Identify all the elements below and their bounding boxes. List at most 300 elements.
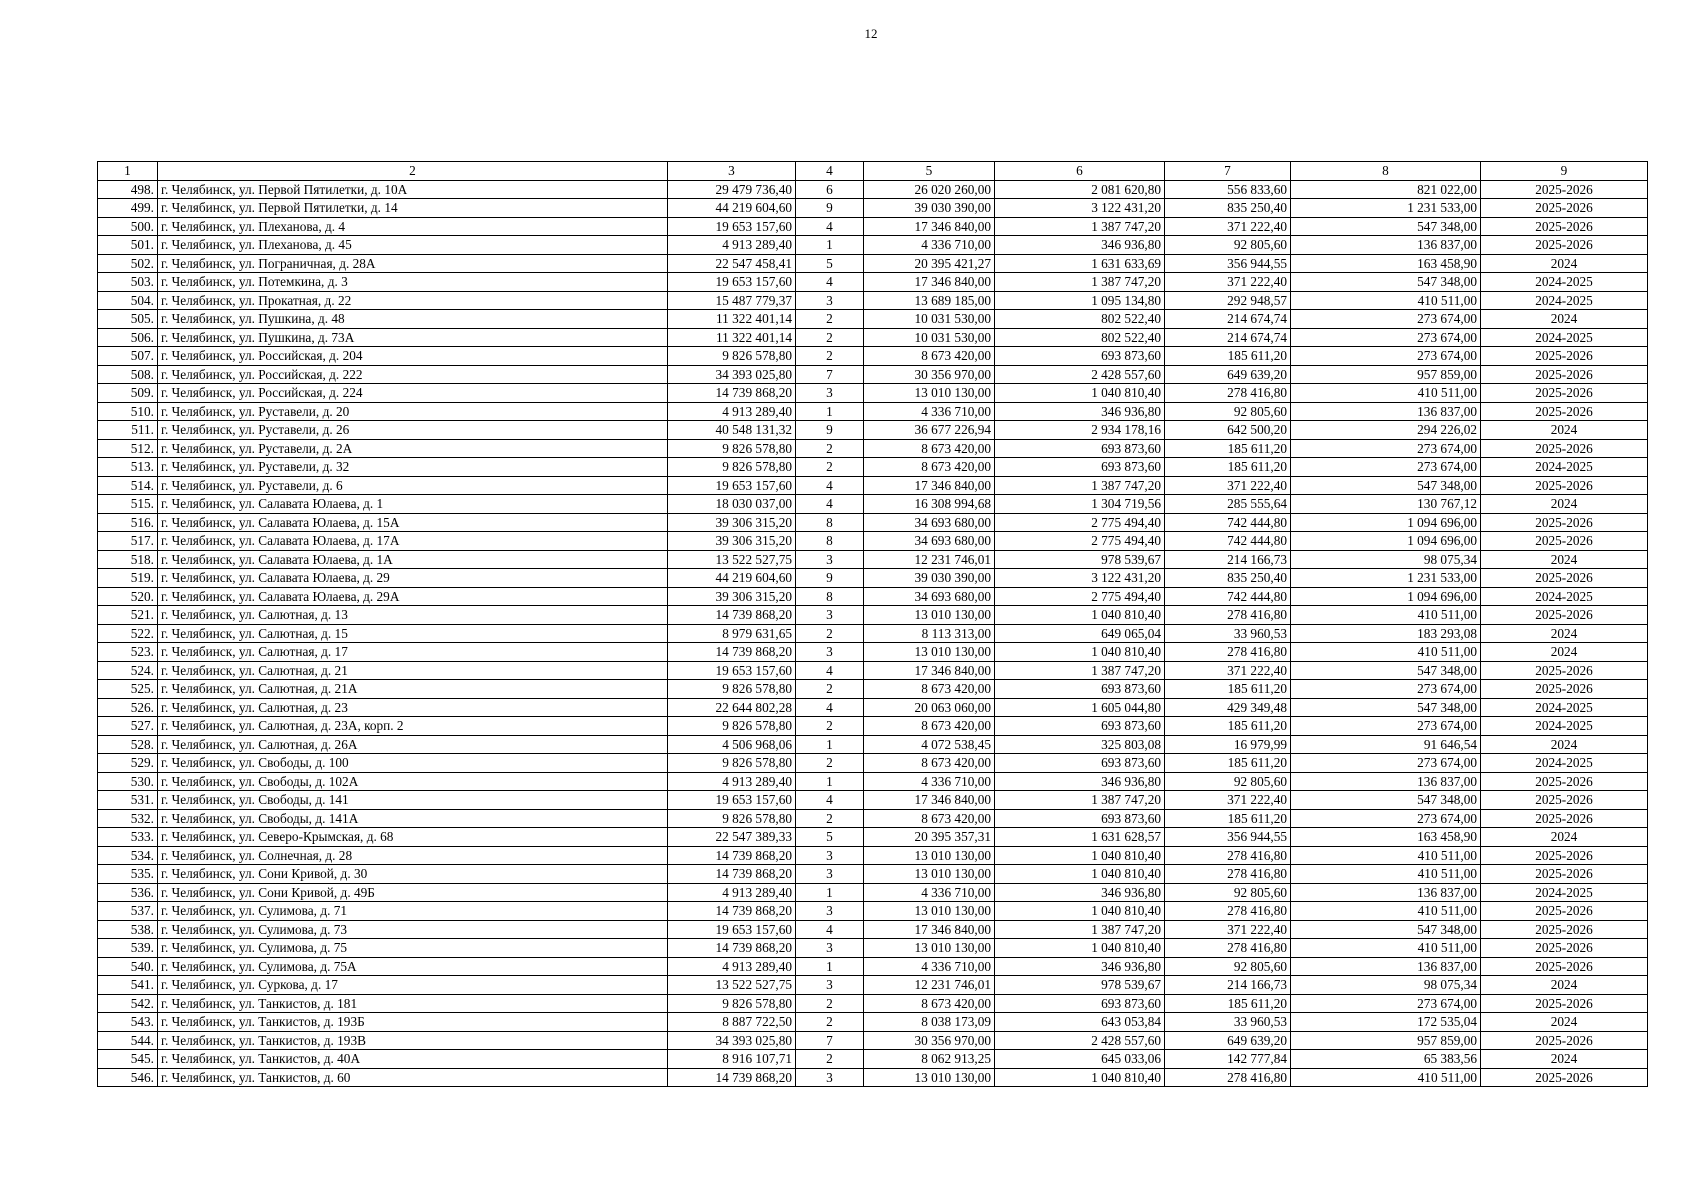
period-cell: 2024-2025	[1481, 883, 1648, 902]
cost-share-a-cell: 17 346 840,00	[864, 920, 995, 939]
cost-share-b-cell: 3 122 431,20	[995, 199, 1165, 218]
cost-share-d-cell: 273 674,00	[1291, 680, 1481, 699]
total-cost-cell: 44 219 604,60	[668, 199, 796, 218]
address-cell: г. Челябинск, ул. Российская, д. 222	[158, 365, 668, 384]
count-cell: 4	[796, 698, 864, 717]
address-cell: г. Челябинск, ул. Первой Пятилетки, д. 14	[158, 199, 668, 218]
cost-share-a-cell: 12 231 746,01	[864, 550, 995, 569]
cost-share-c-cell: 649 639,20	[1165, 1031, 1291, 1050]
cost-share-a-cell: 8 673 420,00	[864, 809, 995, 828]
row-number-cell: 525.	[98, 680, 158, 699]
address-cell: г. Челябинск, ул. Свободы, д. 141	[158, 791, 668, 810]
cost-share-b-cell: 802 522,40	[995, 328, 1165, 347]
cost-share-b-cell: 693 873,60	[995, 754, 1165, 773]
cost-share-c-cell: 214 166,73	[1165, 550, 1291, 569]
table-row	[98, 1013, 1648, 1032]
total-cost-cell: 14 739 868,20	[668, 384, 796, 403]
cost-share-d-cell: 821 022,00	[1291, 180, 1481, 199]
cost-share-a-cell: 4 336 710,00	[864, 957, 995, 976]
cost-share-c-cell: 92 805,60	[1165, 772, 1291, 791]
row-number-cell: 502.	[98, 254, 158, 273]
cost-share-a-cell: 4 336 710,00	[864, 236, 995, 255]
cost-share-c-cell: 92 805,60	[1165, 883, 1291, 902]
cost-share-c-cell: 556 833,60	[1165, 180, 1291, 199]
count-cell: 1	[796, 735, 864, 754]
total-cost-cell: 14 739 868,20	[668, 846, 796, 865]
row-number-cell: 521.	[98, 606, 158, 625]
count-cell: 4	[796, 273, 864, 292]
address-cell: г. Челябинск, ул. Салютная, д. 21	[158, 661, 668, 680]
cost-share-b-cell: 643 053,84	[995, 1013, 1165, 1032]
cost-share-a-cell: 13 010 130,00	[864, 902, 995, 921]
cost-share-a-cell: 17 346 840,00	[864, 273, 995, 292]
cost-share-b-cell: 2 934 178,16	[995, 421, 1165, 440]
cost-share-c-cell: 371 222,40	[1165, 791, 1291, 810]
row-number-cell: 540.	[98, 957, 158, 976]
cost-share-a-cell: 8 113 313,00	[864, 624, 995, 643]
row-number-cell: 530.	[98, 772, 158, 791]
total-cost-cell: 9 826 578,80	[668, 994, 796, 1013]
total-cost-cell: 19 653 157,60	[668, 273, 796, 292]
address-cell: г. Челябинск, ул. Сулимова, д. 73	[158, 920, 668, 939]
cost-share-d-cell: 130 767,12	[1291, 495, 1481, 514]
cost-share-c-cell: 356 944,55	[1165, 254, 1291, 273]
cost-share-d-cell: 136 837,00	[1291, 772, 1481, 791]
cost-share-d-cell: 410 511,00	[1291, 606, 1481, 625]
period-cell: 2024	[1481, 495, 1648, 514]
address-cell: г. Челябинск, ул. Плеханова, д. 4	[158, 217, 668, 236]
cost-share-b-cell: 2 775 494,40	[995, 532, 1165, 551]
count-cell: 4	[796, 476, 864, 495]
cost-share-a-cell: 39 030 390,00	[864, 199, 995, 218]
total-cost-cell: 9 826 578,80	[668, 347, 796, 366]
address-cell: г. Челябинск, ул. Танкистов, д. 193Б	[158, 1013, 668, 1032]
column-header: 2	[158, 162, 668, 181]
address-cell: г. Челябинск, ул. Сони Кривой, д. 49Б	[158, 883, 668, 902]
row-number-cell: 514.	[98, 476, 158, 495]
row-number-cell: 508.	[98, 365, 158, 384]
total-cost-cell: 22 547 458,41	[668, 254, 796, 273]
total-cost-cell: 19 653 157,60	[668, 217, 796, 236]
cost-share-c-cell: 33 960,53	[1165, 1013, 1291, 1032]
row-number-cell: 506.	[98, 328, 158, 347]
table-row	[98, 569, 1648, 588]
row-number-cell: 533.	[98, 828, 158, 847]
cost-share-b-cell: 1 040 810,40	[995, 846, 1165, 865]
period-cell: 2024-2025	[1481, 328, 1648, 347]
period-cell: 2024-2025	[1481, 458, 1648, 477]
table-row	[98, 439, 1648, 458]
total-cost-cell: 9 826 578,80	[668, 680, 796, 699]
total-cost-cell: 13 522 527,75	[668, 976, 796, 995]
row-number-cell: 520.	[98, 587, 158, 606]
cost-share-d-cell: 273 674,00	[1291, 754, 1481, 773]
cost-share-a-cell: 30 356 970,00	[864, 1031, 995, 1050]
cost-share-c-cell: 742 444,80	[1165, 532, 1291, 551]
row-number-cell: 523.	[98, 643, 158, 662]
total-cost-cell: 9 826 578,80	[668, 717, 796, 736]
count-cell: 3	[796, 291, 864, 310]
row-number-cell: 513.	[98, 458, 158, 477]
cost-share-d-cell: 136 837,00	[1291, 957, 1481, 976]
cost-share-c-cell: 278 416,80	[1165, 902, 1291, 921]
address-cell: г. Челябинск, ул. Потемкина, д. 3	[158, 273, 668, 292]
total-cost-cell: 4 913 289,40	[668, 883, 796, 902]
period-cell: 2024	[1481, 624, 1648, 643]
table-row	[98, 828, 1648, 847]
row-number-cell: 528.	[98, 735, 158, 754]
row-number-cell: 517.	[98, 532, 158, 551]
table-row	[98, 717, 1648, 736]
period-cell: 2024	[1481, 254, 1648, 273]
count-cell: 8	[796, 587, 864, 606]
cost-share-c-cell: 185 611,20	[1165, 994, 1291, 1013]
cost-share-a-cell: 4 072 538,45	[864, 735, 995, 754]
cost-share-d-cell: 1 231 533,00	[1291, 569, 1481, 588]
total-cost-cell: 19 653 157,60	[668, 920, 796, 939]
period-cell: 2025-2026	[1481, 180, 1648, 199]
cost-share-b-cell: 2 775 494,40	[995, 587, 1165, 606]
cost-share-a-cell: 20 063 060,00	[864, 698, 995, 717]
table-row	[98, 883, 1648, 902]
total-cost-cell: 8 979 631,65	[668, 624, 796, 643]
cost-share-d-cell: 273 674,00	[1291, 439, 1481, 458]
count-cell: 3	[796, 606, 864, 625]
row-number-cell: 531.	[98, 791, 158, 810]
cost-share-b-cell: 1 040 810,40	[995, 902, 1165, 921]
count-cell: 2	[796, 994, 864, 1013]
table-row	[98, 532, 1648, 551]
table-row	[98, 1068, 1648, 1087]
cost-share-d-cell: 547 348,00	[1291, 217, 1481, 236]
table-row	[98, 680, 1648, 699]
address-cell: г. Челябинск, ул. Северо-Крымская, д. 68	[158, 828, 668, 847]
column-header: 3	[668, 162, 796, 181]
period-cell: 2025-2026	[1481, 513, 1648, 532]
address-cell: г. Челябинск, ул. Салютная, д. 23А, корп. 2	[158, 717, 668, 736]
address-cell: г. Челябинск, ул. Плеханова, д. 45	[158, 236, 668, 255]
cost-share-b-cell: 978 539,67	[995, 550, 1165, 569]
total-cost-cell: 44 219 604,60	[668, 569, 796, 588]
total-cost-cell: 8 916 107,71	[668, 1050, 796, 1069]
address-cell: г. Челябинск, ул. Свободы, д. 102А	[158, 772, 668, 791]
total-cost-cell: 9 826 578,80	[668, 458, 796, 477]
cost-share-c-cell: 185 611,20	[1165, 809, 1291, 828]
cost-share-a-cell: 34 693 680,00	[864, 587, 995, 606]
period-cell: 2025-2026	[1481, 939, 1648, 958]
cost-share-c-cell: 92 805,60	[1165, 402, 1291, 421]
cost-share-d-cell: 547 348,00	[1291, 698, 1481, 717]
cost-share-d-cell: 273 674,00	[1291, 458, 1481, 477]
total-cost-cell: 22 644 802,28	[668, 698, 796, 717]
cost-share-c-cell: 278 416,80	[1165, 643, 1291, 662]
cost-share-d-cell: 410 511,00	[1291, 902, 1481, 921]
table-row	[98, 939, 1648, 958]
column-header: 1	[98, 162, 158, 181]
count-cell: 3	[796, 1068, 864, 1087]
cost-share-c-cell: 214 674,74	[1165, 328, 1291, 347]
cost-share-a-cell: 8 673 420,00	[864, 754, 995, 773]
row-number-cell: 532.	[98, 809, 158, 828]
period-cell: 2024-2025	[1481, 698, 1648, 717]
address-cell: г. Челябинск, ул. Сулимова, д. 71	[158, 902, 668, 921]
cost-share-d-cell: 410 511,00	[1291, 1068, 1481, 1087]
period-cell: 2025-2026	[1481, 402, 1648, 421]
cost-share-d-cell: 410 511,00	[1291, 291, 1481, 310]
cost-share-a-cell: 13 010 130,00	[864, 846, 995, 865]
row-number-cell: 545.	[98, 1050, 158, 1069]
cost-share-c-cell: 742 444,80	[1165, 513, 1291, 532]
cost-share-a-cell: 13 010 130,00	[864, 384, 995, 403]
total-cost-cell: 13 522 527,75	[668, 550, 796, 569]
cost-share-b-cell: 346 936,80	[995, 772, 1165, 791]
column-header: 5	[864, 162, 995, 181]
table-row	[98, 865, 1648, 884]
count-cell: 2	[796, 458, 864, 477]
period-cell: 2024-2025	[1481, 717, 1648, 736]
cost-share-a-cell: 8 673 420,00	[864, 680, 995, 699]
cost-share-c-cell: 278 416,80	[1165, 865, 1291, 884]
cost-share-a-cell: 8 062 913,25	[864, 1050, 995, 1069]
address-cell: г. Челябинск, ул. Салавата Юлаева, д. 15А	[158, 513, 668, 532]
cost-share-d-cell: 273 674,00	[1291, 717, 1481, 736]
total-cost-cell: 19 653 157,60	[668, 661, 796, 680]
row-number-cell: 510.	[98, 402, 158, 421]
cost-share-c-cell: 371 222,40	[1165, 476, 1291, 495]
total-cost-cell: 14 739 868,20	[668, 865, 796, 884]
cost-share-c-cell: 642 500,20	[1165, 421, 1291, 440]
period-cell: 2024	[1481, 310, 1648, 329]
address-cell: г. Челябинск, ул. Салютная, д. 26А	[158, 735, 668, 754]
cost-share-b-cell: 1 040 810,40	[995, 865, 1165, 884]
cost-share-a-cell: 30 356 970,00	[864, 365, 995, 384]
row-number-cell: 509.	[98, 384, 158, 403]
header-row	[98, 162, 1648, 181]
row-number-cell: 507.	[98, 347, 158, 366]
table-row	[98, 735, 1648, 754]
total-cost-cell: 34 393 025,80	[668, 1031, 796, 1050]
count-cell: 1	[796, 236, 864, 255]
address-cell: г. Челябинск, ул. Руставели, д. 20	[158, 402, 668, 421]
cost-share-b-cell: 1 631 633,69	[995, 254, 1165, 273]
count-cell: 2	[796, 717, 864, 736]
cost-share-a-cell: 10 031 530,00	[864, 310, 995, 329]
cost-share-d-cell: 1 094 696,00	[1291, 513, 1481, 532]
address-cell: г. Челябинск, ул. Танкистов, д. 60	[158, 1068, 668, 1087]
table-row	[98, 920, 1648, 939]
table-row	[98, 199, 1648, 218]
row-number-cell: 516.	[98, 513, 158, 532]
cost-share-d-cell: 273 674,00	[1291, 994, 1481, 1013]
table-row	[98, 402, 1648, 421]
cost-share-b-cell: 693 873,60	[995, 717, 1165, 736]
cost-share-a-cell: 13 010 130,00	[864, 606, 995, 625]
cost-share-a-cell: 20 395 421,27	[864, 254, 995, 273]
cost-share-b-cell: 1 040 810,40	[995, 384, 1165, 403]
period-cell: 2025-2026	[1481, 994, 1648, 1013]
row-number-cell: 515.	[98, 495, 158, 514]
cost-share-c-cell: 371 222,40	[1165, 920, 1291, 939]
period-cell: 2025-2026	[1481, 920, 1648, 939]
table-row	[98, 421, 1648, 440]
cost-share-d-cell: 163 458,90	[1291, 828, 1481, 847]
period-cell: 2025-2026	[1481, 680, 1648, 699]
cost-share-c-cell: 185 611,20	[1165, 680, 1291, 699]
address-cell: г. Челябинск, ул. Сони Кривой, д. 30	[158, 865, 668, 884]
cost-share-c-cell: 185 611,20	[1165, 347, 1291, 366]
period-cell: 2024	[1481, 550, 1648, 569]
period-cell: 2024	[1481, 643, 1648, 662]
cost-share-b-cell: 1 605 044,80	[995, 698, 1165, 717]
cost-share-b-cell: 1 387 747,20	[995, 661, 1165, 680]
count-cell: 2	[796, 809, 864, 828]
period-cell: 2025-2026	[1481, 772, 1648, 791]
cost-share-c-cell: 429 349,48	[1165, 698, 1291, 717]
cost-share-a-cell: 17 346 840,00	[864, 791, 995, 810]
row-number-cell: 529.	[98, 754, 158, 773]
cost-share-b-cell: 2 428 557,60	[995, 365, 1165, 384]
table-row	[98, 976, 1648, 995]
total-cost-cell: 14 739 868,20	[668, 643, 796, 662]
address-cell: г. Челябинск, ул. Пограничная, д. 28А	[158, 254, 668, 273]
cost-share-b-cell: 3 122 431,20	[995, 569, 1165, 588]
cost-share-d-cell: 410 511,00	[1291, 846, 1481, 865]
period-cell: 2024	[1481, 828, 1648, 847]
total-cost-cell: 15 487 779,37	[668, 291, 796, 310]
count-cell: 2	[796, 754, 864, 773]
table-row	[98, 994, 1648, 1013]
cost-share-d-cell: 1 231 533,00	[1291, 199, 1481, 218]
registry-table	[97, 161, 1648, 1087]
address-cell: г. Челябинск, ул. Руставели, д. 6	[158, 476, 668, 495]
period-cell: 2025-2026	[1481, 902, 1648, 921]
cost-share-b-cell: 325 803,08	[995, 735, 1165, 754]
period-cell: 2024	[1481, 1050, 1648, 1069]
total-cost-cell: 39 306 315,20	[668, 513, 796, 532]
cost-share-d-cell: 172 535,04	[1291, 1013, 1481, 1032]
count-cell: 2	[796, 680, 864, 699]
period-cell: 2025-2026	[1481, 791, 1648, 810]
row-number-cell: 537.	[98, 902, 158, 921]
cost-share-a-cell: 17 346 840,00	[864, 217, 995, 236]
total-cost-cell: 9 826 578,80	[668, 754, 796, 773]
period-cell: 2025-2026	[1481, 199, 1648, 218]
cost-share-a-cell: 13 010 130,00	[864, 643, 995, 662]
cost-share-d-cell: 183 293,08	[1291, 624, 1481, 643]
cost-share-b-cell: 1 304 719,56	[995, 495, 1165, 514]
cost-share-b-cell: 693 873,60	[995, 458, 1165, 477]
period-cell: 2024	[1481, 1013, 1648, 1032]
page-number: 12	[864, 26, 878, 41]
address-cell: г. Челябинск, ул. Свободы, д. 100	[158, 754, 668, 773]
table-row	[98, 957, 1648, 976]
address-cell: г. Челябинск, ул. Сулимова, д. 75	[158, 939, 668, 958]
table-row	[98, 513, 1648, 532]
address-cell: г. Челябинск, ул. Руставели, д. 26	[158, 421, 668, 440]
cost-share-d-cell: 1 094 696,00	[1291, 587, 1481, 606]
row-number-cell: 527.	[98, 717, 158, 736]
period-cell: 2025-2026	[1481, 384, 1648, 403]
cost-share-a-cell: 8 673 420,00	[864, 439, 995, 458]
address-cell: г. Челябинск, ул. Российская, д. 204	[158, 347, 668, 366]
count-cell: 3	[796, 902, 864, 921]
row-number-cell: 512.	[98, 439, 158, 458]
cost-share-c-cell: 278 416,80	[1165, 1068, 1291, 1087]
cost-share-c-cell: 214 166,73	[1165, 976, 1291, 995]
table-row	[98, 624, 1648, 643]
address-cell: г. Челябинск, ул. Пушкина, д. 73А	[158, 328, 668, 347]
table-row	[98, 661, 1648, 680]
total-cost-cell: 39 306 315,20	[668, 532, 796, 551]
cost-share-b-cell: 693 873,60	[995, 439, 1165, 458]
cost-share-d-cell: 91 646,54	[1291, 735, 1481, 754]
total-cost-cell: 14 739 868,20	[668, 1068, 796, 1087]
row-number-cell: 499.	[98, 199, 158, 218]
period-cell: 2025-2026	[1481, 365, 1648, 384]
period-cell: 2024	[1481, 735, 1648, 754]
cost-share-d-cell: 410 511,00	[1291, 643, 1481, 662]
cost-share-a-cell: 12 231 746,01	[864, 976, 995, 995]
table-row	[98, 217, 1648, 236]
cost-share-d-cell: 136 837,00	[1291, 402, 1481, 421]
cost-share-b-cell: 978 539,67	[995, 976, 1165, 995]
row-number-cell: 519.	[98, 569, 158, 588]
count-cell: 2	[796, 310, 864, 329]
cost-share-c-cell: 214 674,74	[1165, 310, 1291, 329]
address-cell: г. Челябинск, ул. Танкистов, д. 181	[158, 994, 668, 1013]
total-cost-cell: 39 306 315,20	[668, 587, 796, 606]
cost-share-b-cell: 693 873,60	[995, 347, 1165, 366]
cost-share-a-cell: 4 336 710,00	[864, 772, 995, 791]
cost-share-d-cell: 98 075,34	[1291, 550, 1481, 569]
address-cell: г. Челябинск, ул. Салютная, д. 17	[158, 643, 668, 662]
cost-share-a-cell: 13 010 130,00	[864, 939, 995, 958]
cost-share-c-cell: 371 222,40	[1165, 273, 1291, 292]
row-number-cell: 505.	[98, 310, 158, 329]
total-cost-cell: 19 653 157,60	[668, 791, 796, 810]
cost-share-a-cell: 8 673 420,00	[864, 994, 995, 1013]
cost-share-d-cell: 163 458,90	[1291, 254, 1481, 273]
row-number-cell: 546.	[98, 1068, 158, 1087]
table-row	[98, 328, 1648, 347]
table-row	[98, 754, 1648, 773]
row-number-cell: 541.	[98, 976, 158, 995]
cost-share-b-cell: 2 081 620,80	[995, 180, 1165, 199]
cost-share-c-cell: 649 639,20	[1165, 365, 1291, 384]
cost-share-b-cell: 1 387 747,20	[995, 791, 1165, 810]
cost-share-c-cell: 278 416,80	[1165, 846, 1291, 865]
period-cell: 2025-2026	[1481, 957, 1648, 976]
address-cell: г. Челябинск, ул. Салавата Юлаева, д. 1	[158, 495, 668, 514]
count-cell: 4	[796, 791, 864, 810]
cost-share-b-cell: 346 936,80	[995, 402, 1165, 421]
cost-share-d-cell: 547 348,00	[1291, 273, 1481, 292]
table-row	[98, 476, 1648, 495]
cost-share-a-cell: 39 030 390,00	[864, 569, 995, 588]
period-cell: 2025-2026	[1481, 606, 1648, 625]
address-cell: г. Челябинск, ул. Свободы, д. 141А	[158, 809, 668, 828]
table-row	[98, 606, 1648, 625]
cost-share-c-cell: 142 777,84	[1165, 1050, 1291, 1069]
cost-share-c-cell: 835 250,40	[1165, 199, 1291, 218]
column-header: 7	[1165, 162, 1291, 181]
total-cost-cell: 4 913 289,40	[668, 772, 796, 791]
cost-share-b-cell: 1 040 810,40	[995, 606, 1165, 625]
cost-share-b-cell: 1 387 747,20	[995, 217, 1165, 236]
total-cost-cell: 9 826 578,80	[668, 439, 796, 458]
cost-share-c-cell: 278 416,80	[1165, 384, 1291, 403]
table-row	[98, 791, 1648, 810]
